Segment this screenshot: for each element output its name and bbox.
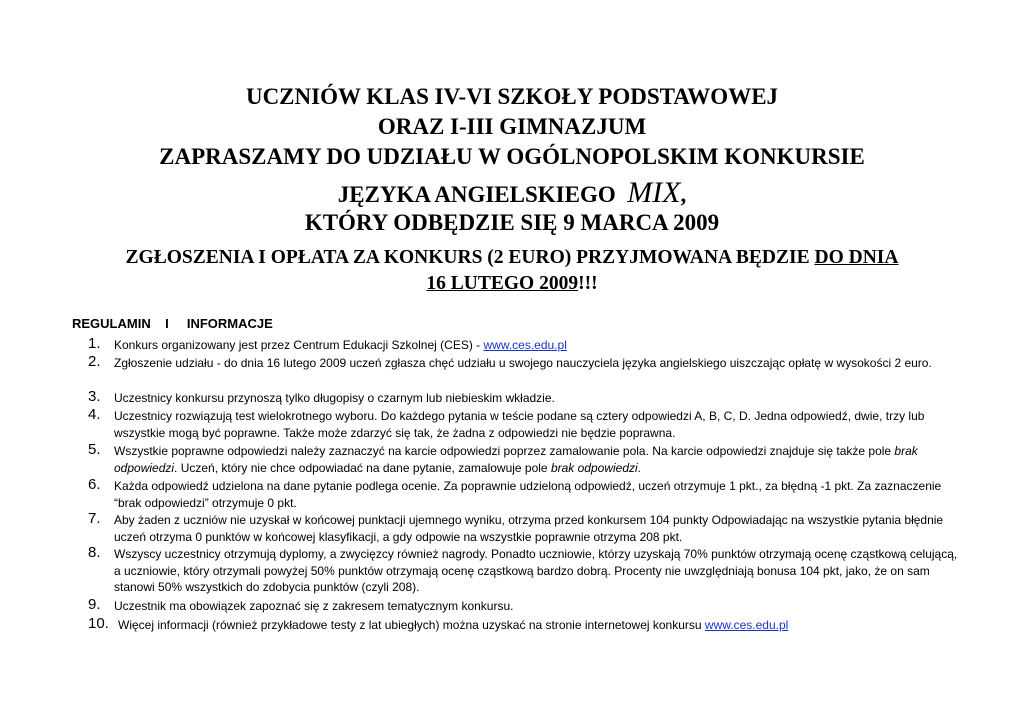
list-text: Uczestnicy rozwiązują test wielokrotnego wyboru. Do każdego pytania w teście podane są cztery odpowiedzi A, B, C, D. Jedna odpowiedź, dwie, trzy lub wszystkie mogą być poprawne. Także może zdarzyć się tak, że żadna z odpowiedzi nie będzie poprawna. [114, 409, 925, 440]
list-number: 4. [88, 406, 101, 423]
list-text: Zgłoszenie udziału - do dnia 16 lutego 2009 uczeń zgłasza chęć udziału u swojego nauczyciela języka angielskiego uiszczając opłatę w wysokości 2 euro. [114, 356, 932, 370]
heading-deadline [40, 273, 984, 295]
list-text-emphasis: brak odpowiedzi [114, 444, 918, 475]
heading-line-4 [40, 176, 984, 210]
list-text-part: Wszystkie poprawne odpowiedzi należy zaznaczyć na karcie odpowiedzi poprzez zamalowanie pola. Na karcie odpowiedzi znajduje się także pole [114, 444, 895, 458]
heading-line-3: ZAPRASZAMY DO UDZIAŁU W OGÓLNOPOLSKIM KONKURSIE [159, 144, 865, 169]
heading-date: KTÓRY ODBĘDZIE SIĘ 9 MARCA 2009 [304, 210, 720, 235]
list-number: 10. [88, 615, 109, 632]
list-number: 2. [88, 353, 101, 370]
list-text [114, 443, 964, 476]
heading-line-2: ORAZ I-III GIMNAZJUM [377, 114, 647, 139]
list-number: 3. [88, 388, 101, 405]
heading-line-4-comma: , [680, 182, 687, 207]
list-text: Każda odpowiedź udzielona na dane pytanie podlega ocenie. Za poprawnie udzieloną odpowiedź, uczeń otrzymuje 1 pkt., za błędną -1 pkt. Za zaznaczenie “brak odpowiedzi” otrzymuje 0 pkt. [114, 479, 942, 510]
list-number: 6. [88, 476, 101, 493]
deadline-label: DO DNIA [814, 247, 899, 268]
list-text-content: Konkurs organizowany jest przez Centrum Edukacji Szkolnej (CES) - [114, 338, 484, 352]
list-number: 7. [88, 510, 101, 527]
list-text: Wszyscy uczestnicy otrzymują dyplomy, a zwycięzcy również nagrody. Ponadto uczniowie, którzy uzyskają 70% punktów otrzymają ocenę cząstkową celującą, a uczniowie, który otrzymali powyżej 50% punktów otrzymają ocenę cząstkową bardzo dobrą. Procenty nie uwzględniają bonusa 104 pkt, jako, że on sam stanowi 50% wszystkich do zdobycia punktów (czyli 208). [114, 547, 958, 594]
list-text: Aby żaden z uczniów nie uzyskał w końcowej punktacji ujemnego wyniku, otrzyma przed konkursem 104 punkty Odpowiadając na wszystkie pytania błędnie uczeń otrzyma 0 punktów w końcowej klasyfikacji, a gdy odpowie na wszystkie poprawnie otrzyma 208 pkt. [114, 513, 944, 544]
list-number: 9. [88, 596, 101, 613]
list-text [114, 337, 964, 354]
heading-line-4-text: JĘZYKA ANGIELSKIEGO [337, 182, 616, 207]
heading-registration [40, 247, 984, 269]
list-text-emphasis: brak odpowiedzi [550, 460, 638, 475]
registration-text: ZGŁOSZENIA I OPŁATA ZA KONKURS (2 EURO) PRZYJMOWANA BĘDZIE [125, 247, 815, 268]
list-text-part: . Uczeń, który nie chce odpowiadać na dane pytanie, zamalowuje pole [174, 460, 551, 475]
list-number: 5. [88, 441, 101, 458]
list-text: Uczestnicy konkursu przynoszą tylko długopisy o czarnym lub niebieskim wkładzie. [114, 391, 555, 405]
ces-website-link[interactable]: www.ces.edu.pl [704, 618, 789, 632]
ces-website-link[interactable]: www.ces.edu.pl [483, 338, 567, 352]
regulamin-title: REGULAMIN I INFORMACJE [72, 316, 273, 331]
list-text-part: . [637, 460, 642, 475]
deadline-date: 16 LUTEGO 2009 [426, 273, 579, 294]
list-text-content: Więcej informacji (również przykładowe testy z lat ubiegłych) można uzyskać na stronie internetowej konkursu [118, 618, 705, 632]
deadline-exclamation: !!! [578, 273, 598, 294]
list-text [118, 617, 968, 634]
contest-name-mix: MIX [627, 176, 681, 209]
list-number: 1. [88, 335, 101, 352]
list-number: 8. [88, 544, 101, 561]
heading-line-1: UCZNIÓW KLAS IV-VI SZKOŁY PODSTAWOWEJ [245, 84, 779, 109]
list-text: Uczestnik ma obowiązek zapoznać się z zakresem tematycznym konkursu. [114, 599, 514, 613]
